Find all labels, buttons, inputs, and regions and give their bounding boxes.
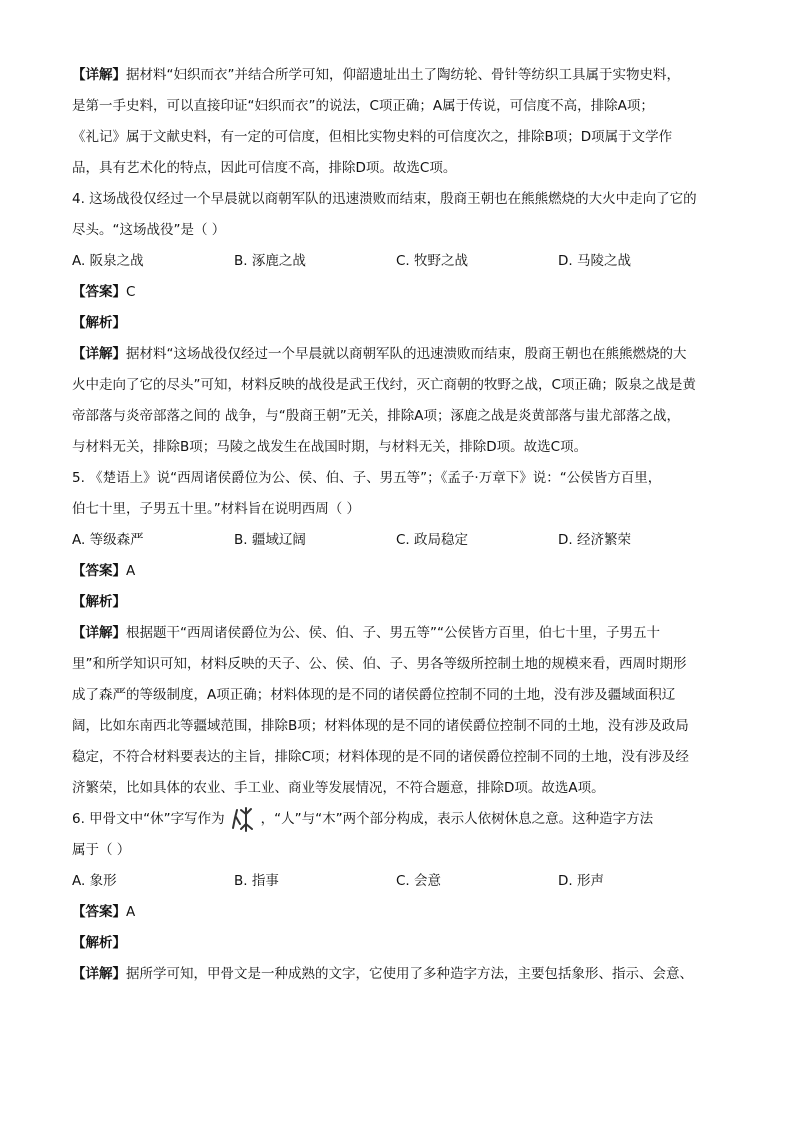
option-d: D. 形声: [558, 873, 604, 889]
detail-tag: 【详解】: [72, 346, 126, 362]
options-row: [72, 866, 728, 897]
detail-text: 据所学可知，甲骨文是一种成熟的文字，它使用了多种造字方法，主要包括象形、指示、会意、: [126, 966, 693, 982]
detail-text: 里”和所学知识可知，材料反映的天子、公、侯、伯、子、男各等级所控制土地的规模来看，西周时期形: [72, 656, 687, 672]
answer-value: C: [126, 284, 136, 300]
options-row: [72, 525, 728, 556]
option-a: A. 象形: [72, 873, 117, 889]
option-a: A. 阪泉之战: [72, 253, 144, 269]
options-row: [72, 246, 728, 277]
detail-text: 根据题干“西周诸侯爵位为公、侯、伯、子、男五等”“公侯皆方百里，伯七十里，子男五十: [126, 625, 660, 641]
detail-text: 火中走向了它的尽头”可知，材料反映的战役是武王伐纣，灭亡商朝的牧野之战，C项正确；阪泉之战是黄: [72, 377, 696, 393]
option-c: C. 会意: [396, 873, 442, 889]
answer-tag: 【答案】: [72, 284, 126, 300]
detail-text: 与材料无关，排除B项；马陵之战发生在战国时期，与材料无关，排除D项。故选C项。: [72, 439, 588, 455]
option-d: D. 经济繁荣: [558, 532, 631, 548]
option-b: B. 指事: [234, 873, 279, 889]
answer-value: A: [126, 563, 136, 579]
detail-text: 是第一手史料，可以直接印证“妇织而衣”的说法，C项正确；A属于传说，可信度不高，排除A项；: [72, 98, 654, 114]
detail-text: 据材料“这场战役仅经过一个早晨就以商朝军队的迅速溃败而结束，殷商王朝也在熊熊燃烧的大: [126, 346, 687, 362]
detail-text: 阔，比如东南西北等疆域范围，排除B项；材料体现的是不同的诸侯爵位控制不同的土地，没有涉及政局: [72, 718, 689, 734]
question-stem: 5. 《楚语上》说“西周诸侯爵位为公、侯、伯、子、男五等”；《孟子·万章下》说：“公侯皆方百里，: [72, 470, 662, 486]
answer-tag: 【答案】: [72, 904, 126, 920]
option-c: C. 政局稳定: [396, 532, 469, 548]
option-d: D. 马陵之战: [558, 253, 631, 269]
stem-post: ，“人”与“木”两个部分构成，表示人依树休息之意。这种造字方法: [260, 811, 654, 827]
detail-text: 济繁荣，比如具体的农业、手工业、商业等发展情况，不符合题意，排除D项。故选A项。: [72, 780, 605, 796]
answer-tag: 【答案】: [72, 563, 126, 579]
analysis-tag: 【解析】: [72, 315, 126, 331]
detail-text: 品，具有艺术化的特点，因此可信度不高，排除D项。故选C项。: [72, 160, 457, 176]
question-5: [72, 463, 728, 804]
option-c: C. 牧野之战: [396, 253, 469, 269]
detail-text: 帝部落与炎帝部落之间的 战争，与“殷商王朝”无关，排除A项；涿鹿之战是炎黄部落与蚩尤部落之战，: [72, 408, 681, 424]
document-page: [72, 60, 728, 990]
prev-detail-block: [72, 60, 728, 184]
option-a: A. 等级森严: [72, 532, 144, 548]
question-stem: [72, 804, 728, 835]
stem-pre: 6. 甲骨文中“休”字写作为: [72, 811, 225, 827]
oracle-bone-xiu-glyph-icon: [231, 806, 255, 832]
question-stem: 4. 这场战役仅经过一个早晨就以商朝军队的迅速溃败而结束，殷商王朝也在熊熊燃烧的大火中走向了它的: [72, 191, 697, 207]
analysis-tag: 【解析】: [72, 935, 126, 951]
answer-value: A: [126, 904, 136, 920]
question-stem: 伯七十里，子男五十里。”材料旨在说明西周（ ）: [72, 501, 361, 517]
question-4: [72, 184, 728, 463]
detail-text: 稳定，不符合材料要表达的主旨，排除C项；材料体现的是不同的诸侯爵位控制不同的土地，没有涉及经: [72, 749, 689, 765]
analysis-tag: 【解析】: [72, 594, 126, 610]
question-stem: 属于（ ）: [72, 842, 131, 858]
detail-text: 据材料“妇织而衣”并结合所学可知，仰韶遗址出土了陶纺轮、骨针等纺织工具属于实物史料，: [126, 67, 680, 83]
detail-text: 成了森严的等级制度，A项正确；材料体现的是不同的诸侯爵位控制不同的土地，没有涉及疆域面积辽: [72, 687, 676, 703]
option-b: B. 疆域辽阔: [234, 532, 306, 548]
question-stem: 尽头。“这场战役”是（ ）: [72, 222, 226, 238]
detail-tag: 【详解】: [72, 966, 126, 982]
detail-tag: 【详解】: [72, 67, 126, 83]
option-b: B. 涿鹿之战: [234, 253, 306, 269]
detail-text: 《礼记》属于文献史料，有一定的可信度，但相比实物史料的可信度次之，排除B项；D项属于文学作: [72, 129, 673, 145]
question-6: [72, 804, 728, 990]
detail-tag: 【详解】: [72, 625, 126, 641]
